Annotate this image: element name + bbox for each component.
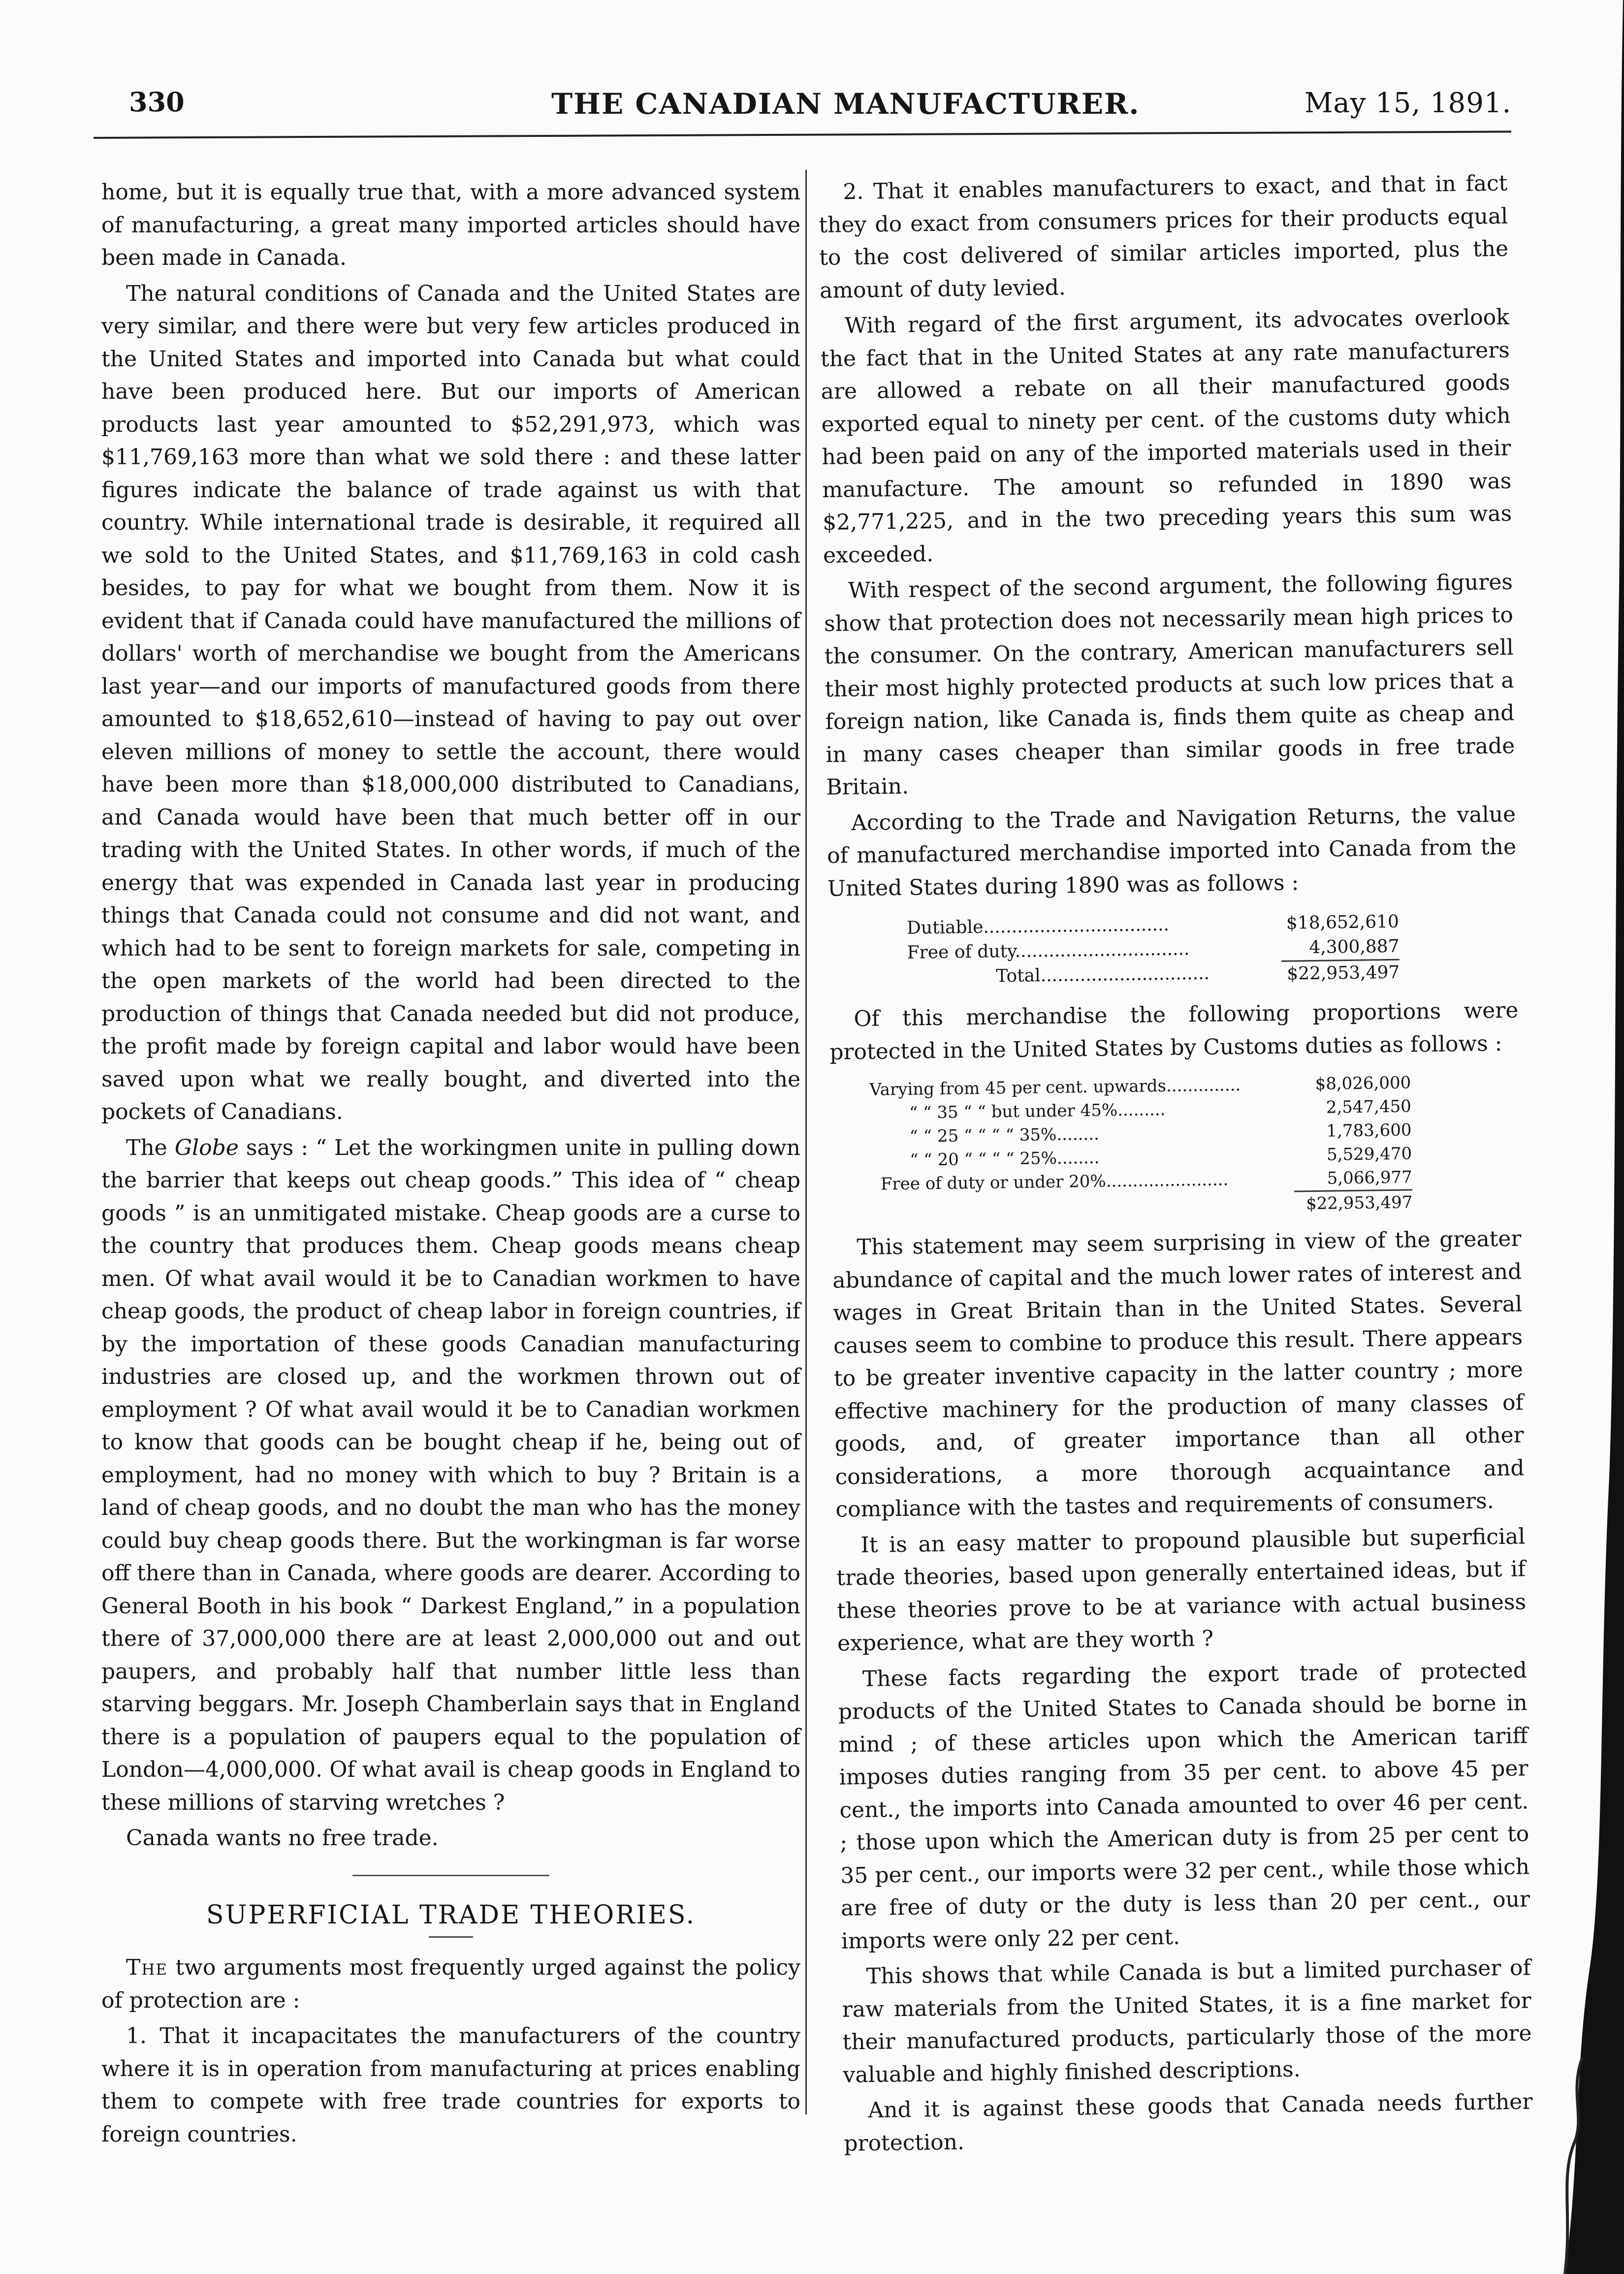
row-value: 5,529,470 [1326,1144,1412,1165]
intro-text: two arguments most frequently urged against the policy of protection are : [101,1955,800,2013]
page-number: 330 [129,86,185,118]
globe-lead: The [126,1135,175,1160]
closing-line: Canada wants no free trade. [126,1826,439,1851]
globe-name: Globe [174,1135,239,1160]
paragraph: And it is against these goods that Canada needs further protection. [843,2089,1533,2156]
row-label: Free of duty............................... [907,939,1190,963]
row-label: Free of duty or under 20%....................... [880,1170,1229,1194]
total-value: $22,953,497 [1294,1189,1413,1216]
intro-paragraph [101,1952,800,2017]
page-edge-shadow [1545,0,1624,2274]
row-value: 5,066,977 [1327,1167,1412,1188]
paragraph: Of this merchandise the following proportions were protected in the United States by Customs duties as follows : [829,997,1519,1065]
total-label: Total.............................. [996,963,1210,987]
row-label: Varying from 45 per cent. upwards.............. [869,1075,1241,1100]
paragraph: According to the Trade and Navigation Returns, the value of manufactured merchandise imported into Canada from the United States during 1890 was as follows : [827,801,1517,901]
issue-date: May 15, 1891. [1305,87,1512,119]
paragraph: With respect of the second argument, the following figures show that protection does not necessarily mean high prices to the consumer. On the contrary, American manufacturers sell their most highly protected products at such low prices that a foreign nation, like Canada is, finds them quite as cheap and in many cases cheaper than similar goods in free trade Britain. [824,569,1515,800]
row-label: “ “ 20 “ “ “ “ 25%........ [909,1148,1100,1170]
row-label: “ “ 35 “ “ but under 45%......... [909,1099,1166,1123]
right-column [818,167,1533,2163]
title-rule [429,1936,473,1938]
paragraph: It is an easy matter to propound plausible but superficial trade theories, based upon generally entertained ideas, but if these theories prove to be at variance with actual business experience, what are they worth ? [836,1523,1527,1656]
argument-one: 1. That it incapacitates the manufacturers of the country where it is in operation from manufacturing at prices enabling them to compete with free trade countries for exports to foreign countries. [101,2023,800,2147]
globe-text: says : “ Let the workingmen unite in pulling down the barrier that keeps out cheap goods.” This idea of “ cheap goods ” is an unmitigated mistake. Cheap goods are a curse to the country that produces them. Cheap goods means cheap men. Of what avail would it be to Canadian workmen to have cheap goods, the product of cheap labor in foreign countries, if by the importation of these goods Canadian manufacturing industries are closed up, and the workmen thrown out of employment ? Of what avail would it be to Canadian workmen to know that goods can be bought cheap if he, being out of employment, had no money with which to buy ? Britain is a land of cheap goods, and no doubt the man who has the money could buy cheap goods there. But the workingman is far worse off there than in Canada, where goods are dearer. According to General Booth in his book “ Darkest England,” in a population there of 37,000,000 there are at least 2,000,000 out and out paupers, and probably half that number little less than starving beggars. Mr. Joseph Chamberlain says that in England there is a population of paupers equal to the population of London—4,000,000. Of what avail is cheap goods in England to these millions of starving wretches ? [101,1135,801,1815]
paragraph: The natural conditions of Canada and the United States are very similar, and there were but very few articles produced in the United States and imported into Canada but what could have been produced here. But our imports of American products last year amounted to $52,291,973, which was $11,769,163 more than what we sold there : and these latter figures indicate the balance of trade against us with that country. While international trade is desirable, it required all we sold to the United States, and $11,769,163 in cold cash besides, to pay for what we bought from them. Now it is evident that if Canada could have manufactured the millions of dollars' worth of merchandise we bought from the Americans last year—and our imports of manufactured goods from there amounted to $18,652,610—instead of having to pay out over eleven millions of money to settle the account, there would have been more than $18,000,000 distributed to Canadians, and Canada would have been that much better off in our trading with the United States. In other words, if much of the energy that was expended in Canada last year in producing things that Canada could not consume and did not want, and which had to be sent to foreign markets for sale, competing in the open markets of the world had been directed to the production of things that Canada needed but did not produce, the profit made by foreign capital and labor would have been saved upon what we really bought, and diverted into the pockets of Canadians. [101,281,800,1124]
paragraph: This statement may seem surprising in view of the greater abundance of capital and the much lower rates of interest and wages in Great Britain than in the United States. Several causes seem to combine to produce this result. There appears to be greater inventive capacity in the latter country ; more effective machinery for the production of many classes of goods, and, of greater importance than all other considerations, a more thorough acquaintance and compliance with the tastes and requirements of consumers. [832,1226,1525,1522]
paragraph: With regard of the first argument, its advocates overlook the fact that in the United States at any rate manufacturers are allowed a rebate on all their manufactured goods exported equal to ninety per cent. of the customs duty which had been paid on any of the imported materials used in their manufacture. The amount so refunded in 1890 was $2,771,225, and in the two preceding years this sum was exceeded. [820,304,1512,568]
paragraph: These facts regarding the export trade of protected products of the United States to Canada should be borne in mind ; of these articles upon which the American tariff imposes duties ranging from 35 per cent. to above 45 per cent., the imports into Canada amounted to over 46 per cent. ; those upon which the American duty is from 25 per cent to 35 per cent., our imports were 32 per cent., while those which are free of duty or the duty is less than 20 per cent., our imports were only 22 per cent. [838,1657,1530,1954]
argument-two: 2. That it enables manufacturers to exact, and that in fact they do exact from consumers prices for their products equal to the cost delivered of similar articles imported, plus the amount of duty levied. [818,170,1509,303]
column-divider [805,170,807,2114]
total-value: $22,953,497 [1281,959,1400,987]
row-value: 4,300,887 [1309,936,1400,958]
row-value: $18,652,610 [1286,911,1400,933]
section-separator [352,1875,549,1876]
duty-proportions-table [869,1071,1413,1221]
imports-table [907,910,1400,992]
publication-title: THE CANADIAN MANUFACTURER. [551,87,1140,121]
section-title: SUPERFICIAL TRADE THEORIES. [206,1900,696,1930]
paragraph: This shows that while Canada is but a limited purchaser of raw materials from the United States, it is a fine market for their manufactured products, particularly those of the more valuable and highly finished descriptions. [842,1955,1532,2088]
row-label: Dutiable................................. [906,914,1170,938]
header-rule [94,130,1511,139]
row-value: $8,026,000 [1315,1073,1411,1094]
row-value: 1,783,600 [1326,1120,1412,1141]
page-header [0,86,1624,130]
paragraph: home, but it is equally true that, with a more advanced system of manufacturing, a great many imported articles should have been made in Canada. [101,180,800,270]
intro-lead: The [126,1955,168,1980]
row-value: 2,547,450 [1326,1096,1412,1118]
row-label: “ “ 25 “ “ “ “ 35%........ [909,1124,1100,1147]
left-column [101,176,800,2154]
globe-paragraph [101,1132,800,1820]
